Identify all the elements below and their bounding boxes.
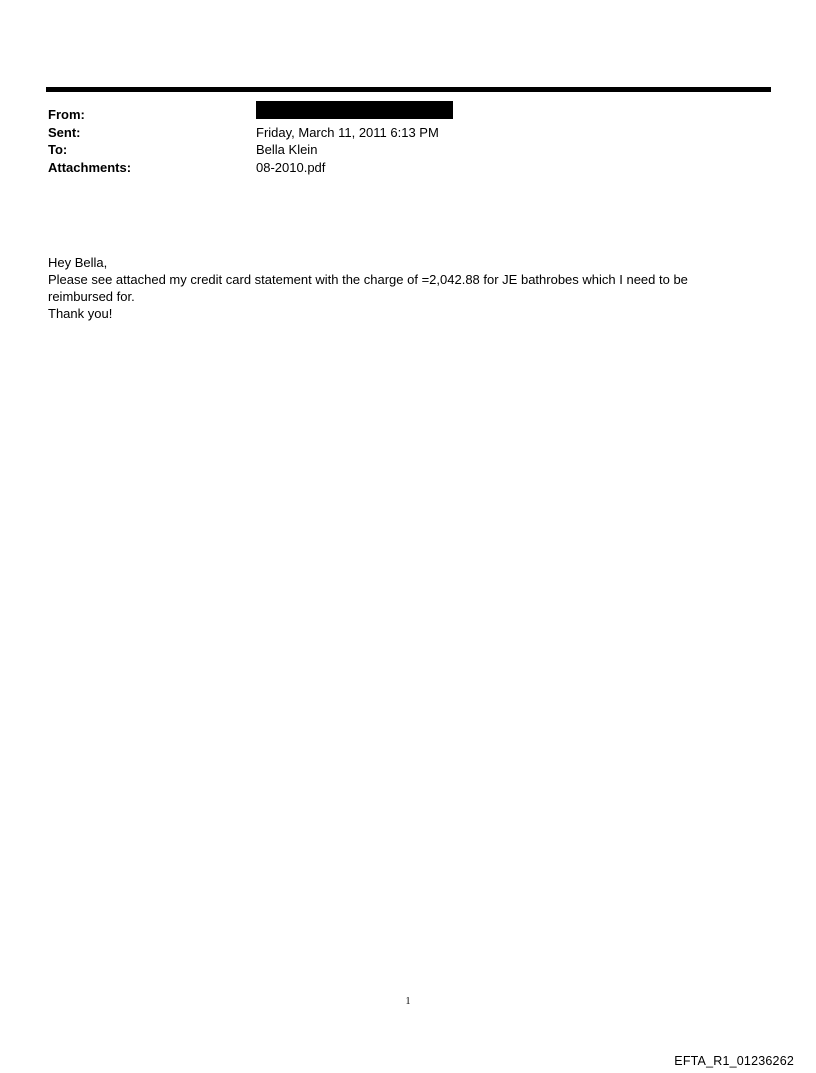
- email-header: [48, 106, 748, 176]
- attachments-label: Attachments:: [48, 159, 132, 175]
- closing: Thank you!: [48, 306, 113, 321]
- from-label: From:: [48, 107, 85, 123]
- page-number: 1: [405, 996, 411, 1007]
- body-line-2: reimbursed for.: [48, 289, 135, 304]
- attachments-value: 08-2010.pdf: [256, 159, 326, 175]
- header-rule: [46, 87, 771, 92]
- sent-label: Sent:: [48, 124, 81, 140]
- to-value: Bella Klein: [256, 142, 318, 158]
- sent-row: [48, 124, 748, 142]
- greeting: Hey Bella,: [48, 255, 108, 270]
- to-label: To:: [48, 142, 68, 158]
- sent-value: Friday, March 11, 2011 6:13 PM: [256, 124, 439, 140]
- document-id: EFTA_R1_01236262: [674, 1054, 794, 1068]
- email-body: [48, 254, 748, 322]
- redaction-block: [256, 101, 453, 119]
- to-row: [48, 141, 748, 159]
- from-row: [48, 106, 748, 124]
- attachments-row: [48, 159, 748, 177]
- from-value: [256, 106, 453, 123]
- body-line-1: Please see attached my credit card statement with the charge of =2,042.88 for JE bathrobes which I need to be: [48, 272, 688, 287]
